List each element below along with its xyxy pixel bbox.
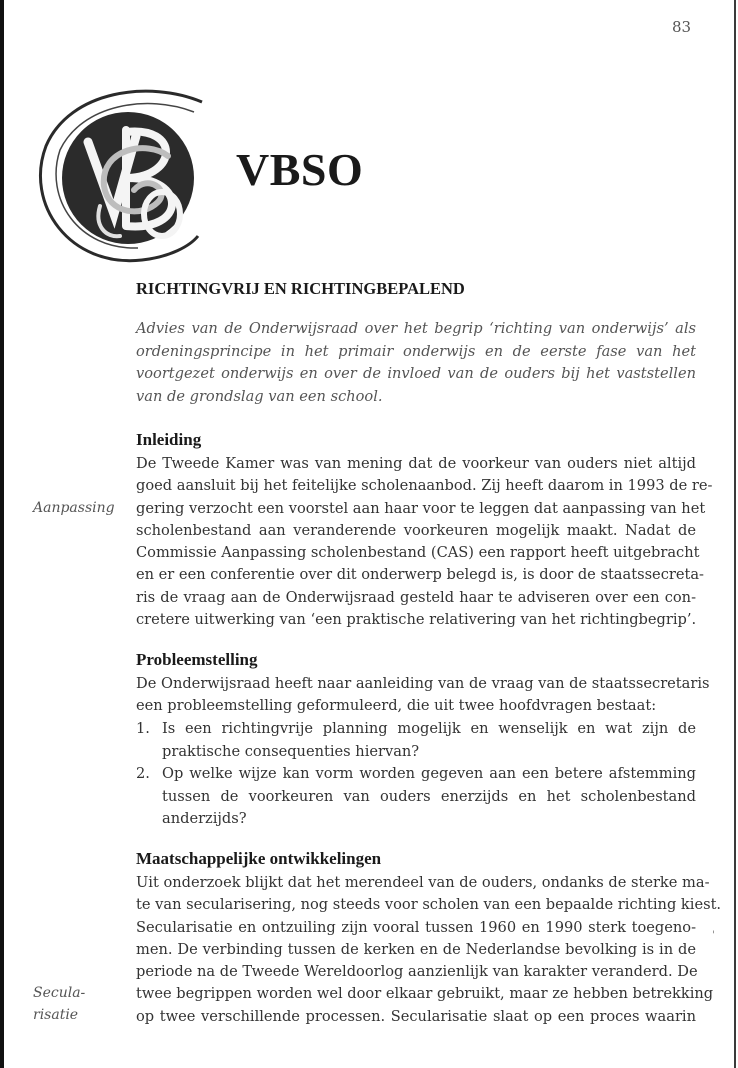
text-line: Commissie Aanpassing scholenbestand (CAS) een rapport heeft uitgebracht xyxy=(136,544,700,562)
article-title: RICHTINGVRIJ EN RICHTINGBEPALEND xyxy=(136,279,465,298)
text-line: ris de vraag aan de Onderwijsraad gesteld haar te adviseren over een con- xyxy=(136,588,696,606)
text-line: twee begrippen worden wel door elkaar gebruikt, maar ze hebben betrekking xyxy=(136,985,714,1003)
left-page-edge xyxy=(0,0,4,1068)
heading-inleiding: Inleiding xyxy=(136,430,202,449)
right-page-edge xyxy=(734,0,736,1068)
paragraph-inleiding xyxy=(136,453,713,631)
margin-note-line: Secula- xyxy=(33,985,86,1001)
text-line: te van secularisering, nog steeds voor scholen van een bepaalde richting kiest. xyxy=(136,896,722,914)
heading-maatschappelijke-ontwikkelingen: Maatschappelijke ontwikkelingen xyxy=(136,849,382,868)
list-item-number: 1. xyxy=(136,720,150,737)
text-line: goed aansluit bij het feitelijke scholenaanbod. Zij heeft daarom in 1993 de re- xyxy=(136,477,713,495)
paragraph-probleemstelling xyxy=(136,673,710,718)
text-line: scholenbestand aan veranderende voorkeuren mogelijk maakt. Nadat de xyxy=(136,521,696,539)
text-line: en er een conferentie over dit onderwerp belegd is, is door de staatssecreta- xyxy=(136,566,704,584)
margin-note-secularisatie xyxy=(33,982,85,1026)
list-item xyxy=(136,763,696,831)
list-item-text: Is een richtingvrije planning mogelijk en wenselijk en wat zijn de praktische consequenties hiervan? xyxy=(162,720,696,760)
text-line: periode na de Tweede Wereldoorlog aanzienlijk van karakter veranderd. De xyxy=(136,963,698,981)
list-item xyxy=(136,718,696,763)
text-line: De Onderwijsraad heeft naar aanleiding van de vraag van de staatssecretaris xyxy=(136,675,710,692)
margin-note-line: risatie xyxy=(33,1007,79,1023)
text-line: een probleemstelling geformuleerd, die uit twee hoofdvragen bestaat: xyxy=(136,697,657,715)
edge-mark: ' xyxy=(712,930,715,941)
heading-probleemstelling: Probleemstelling xyxy=(136,650,258,669)
page-number: 83 xyxy=(672,18,692,36)
text-line: op twee verschillende processen. Secularisatie slaat op een proces waarin xyxy=(136,1007,696,1025)
list-item-text: Op welke wijze kan vorm worden gegeven aan een betere afstemming tussen de voorkeuren van ouders enerzijds en het scholenbestand anderzijds? xyxy=(162,765,696,827)
margin-note-aanpassing: Aanpassing xyxy=(33,500,115,516)
article-abstract: Advies van de Onderwijsraad over het begrip ‘richting van onderwijs’ als ordeningsprincipe in het primair onderwijs en de eerste fase van het voortgezet onderwijs en over de invloed van de ouders bij het vaststellen van de grondslag van een school. xyxy=(136,320,696,405)
list-item-number: 2. xyxy=(136,765,150,782)
text-line: men. De verbinding tussen de kerken en de Nederlandse bevolking is in de xyxy=(136,940,696,958)
text-line: cretere uitwerking van ‘een praktische relativering van het richtingbegrip’. xyxy=(136,611,697,629)
text-line: gering verzocht een voorstel aan haar voor te leggen dat aanpassing van het xyxy=(136,499,706,517)
text-line: De Tweede Kamer was van mening dat de voorkeur van ouders niet altijd xyxy=(136,455,696,472)
question-list xyxy=(136,718,696,831)
text-line: Uit onderzoek blijkt dat het merendeel van de ouders, ondanks de sterke ma- xyxy=(136,874,710,891)
brand-title: VBSO xyxy=(236,144,364,195)
text-line: Secularisatie en ontzuiling zijn vooral tussen 1960 en 1990 sterk toegeno- xyxy=(136,918,696,936)
vbso-logo xyxy=(30,86,230,266)
paragraph-maatschappelijk xyxy=(136,872,722,1028)
